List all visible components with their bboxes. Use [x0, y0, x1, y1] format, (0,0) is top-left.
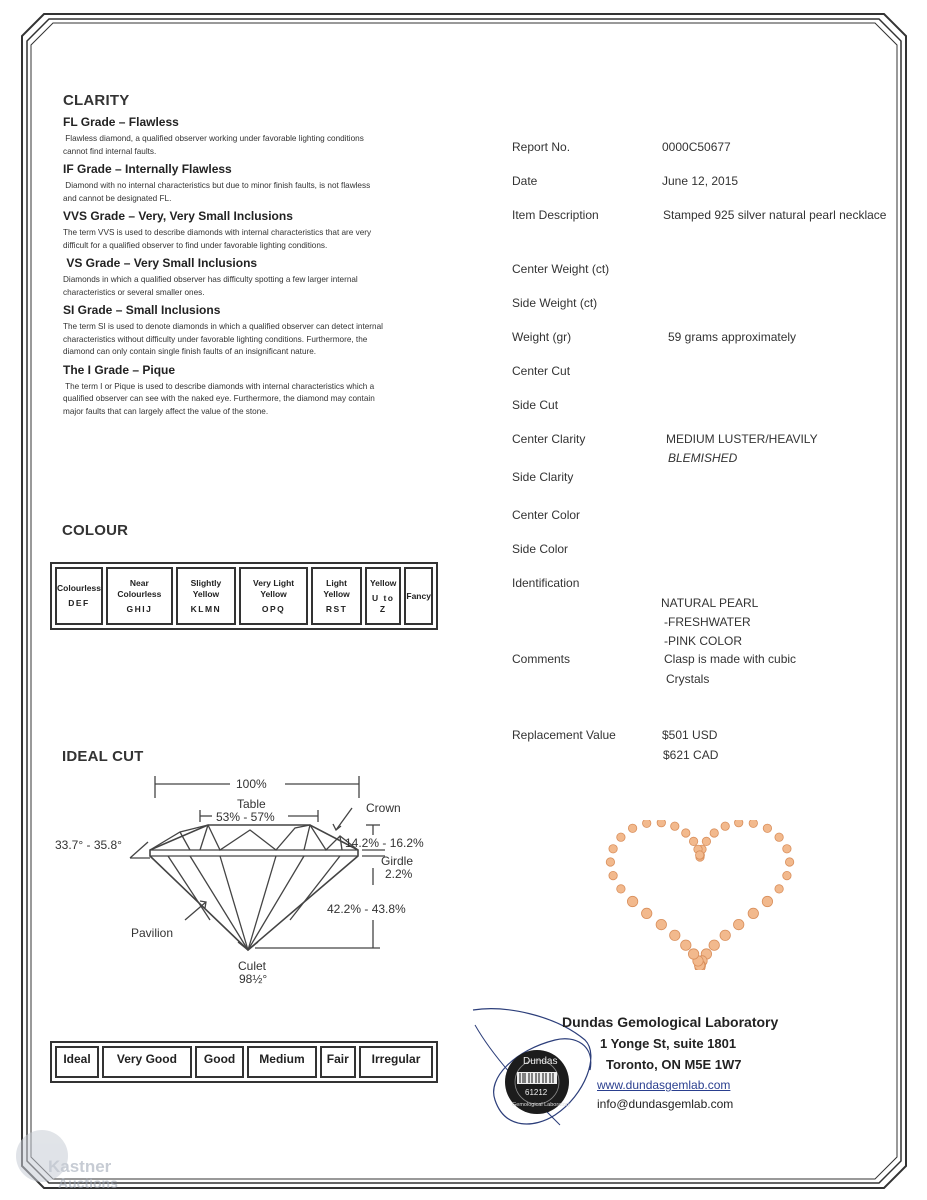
- clarity-grade-description-line: The term VVS is used to describe diamonds with internal characteristics that are very: [63, 228, 372, 237]
- report-field-label: Date: [512, 174, 538, 188]
- pearl-bead: [688, 949, 698, 959]
- report-field-label: Replacement Value: [512, 728, 616, 742]
- pearl-bead: [702, 837, 710, 845]
- report-field-label: Side Color: [512, 542, 569, 556]
- diagram-width-label: 100%: [236, 777, 267, 791]
- report-field-label: Comments: [512, 652, 571, 666]
- colour-grade-name: Fancy: [406, 590, 431, 601]
- report-field-value: 59 grams approximately: [668, 330, 797, 344]
- lab-address-1: 1 Yonge St, suite 1801: [600, 1036, 737, 1051]
- colour-grade-code: RST: [325, 603, 348, 614]
- lab-email: info@dundasgemlab.com: [597, 1097, 734, 1111]
- pearl-bead: [689, 837, 697, 845]
- clarity-grade-description-line: Diamonds in which a qualified observer has difficulty spotting a few larger internal: [63, 275, 358, 284]
- colour-grade-name: Light Yellow: [323, 577, 350, 599]
- clarity-grade-description-line: Diamond with no internal characteristics but due to minor finish faults, is not flawless: [63, 181, 371, 190]
- report-field-value: Clasp is made with cubic: [664, 652, 797, 666]
- report-field-label: Center Clarity: [512, 432, 586, 446]
- seal-top-text: Dundas: [523, 1056, 558, 1067]
- auction-watermark: [12, 1108, 152, 1198]
- colour-grade-cell: [365, 567, 401, 625]
- lab-address-2: Toronto, ON M5E 1W7: [606, 1057, 742, 1072]
- pearl-bead: [762, 896, 772, 906]
- diagram-table-label: Table: [237, 797, 266, 811]
- diagram-crown-angle: 33.7° - 35.8°: [55, 838, 122, 852]
- pearl-bead: [642, 908, 652, 918]
- clarity-grade-description-line: The term SI is used to denote diamonds in which a qualified observer can detect internal: [63, 322, 383, 331]
- diagram-culet-value: 98½°: [239, 972, 268, 986]
- pearl-bead: [720, 930, 730, 940]
- clarity-grade-description-line: characteristics without difficulty under favorable lighting conditions. Furthermore, the: [63, 334, 368, 344]
- clarity-grade-description-line: and cannot be designated FL.: [63, 193, 172, 203]
- report-field-label: Center Cut: [512, 364, 571, 378]
- report-field-label: Side Clarity: [512, 470, 574, 484]
- pearl-bead: [785, 858, 793, 866]
- pearl-bead: [643, 820, 651, 828]
- pearl-bead: [749, 820, 757, 828]
- diagram-girdle-value: 2.2%: [385, 867, 413, 881]
- clarity-grade-title: SI Grade – Small Inclusions: [63, 303, 221, 317]
- colour-grade-code: DEF: [68, 598, 90, 608]
- clarity-grade-description-line: cannot find internal faults.: [63, 146, 157, 156]
- cut-grade-cell: Fair: [320, 1046, 356, 1078]
- report-field-value: MEDIUM LUSTER/HEAVILY: [666, 432, 818, 446]
- clarity-grade-description-line: qualified observer can see with the naked eye. Furthermore, the diamond may contain: [63, 394, 375, 403]
- pearl-bead: [735, 820, 743, 827]
- identification-line-1: NATURAL PEARL: [661, 596, 759, 610]
- lab-name: Dundas Gemological Laboratory: [562, 1014, 779, 1030]
- clarity-grade-description-line: characteristics or several smaller ones.: [63, 287, 205, 297]
- clarity-grade-description-line: difficult for a qualified observer to find under favorable lighting conditions.: [63, 240, 328, 250]
- clarity-grade-title: FL Grade – Flawless: [63, 115, 179, 129]
- ideal-cut-heading: IDEAL CUT: [62, 748, 144, 765]
- report-field-label: Center Color: [512, 508, 581, 522]
- colour-grade-cell: [404, 567, 433, 625]
- ideal-cut-diagram: [40, 770, 460, 990]
- report-field-label: Center Weight (ct): [512, 262, 610, 276]
- diagram-pavilion-depth: 42.2% - 43.8%: [327, 902, 406, 916]
- seal-number: 61212: [525, 1088, 548, 1097]
- cut-grade-table: [50, 1041, 438, 1083]
- report-field-value: $501 USD: [662, 728, 718, 742]
- pearl-bead: [617, 885, 625, 893]
- pearl-bead: [628, 824, 636, 832]
- clarity-grade-description-line: major faults that can largely affect the value of the stone.: [63, 406, 269, 416]
- pearl-bead: [609, 871, 617, 879]
- pearl-bead: [670, 930, 680, 940]
- pearl-bead: [710, 829, 718, 837]
- pearl-necklace-photo: [600, 820, 800, 970]
- pearl-bead: [734, 919, 744, 929]
- colour-scale-table: [50, 562, 438, 630]
- report-field-label: Weight (gr): [512, 330, 572, 344]
- pearl-bead: [783, 845, 791, 853]
- report-field-label: Report No.: [512, 140, 571, 154]
- report-field-value: 0000C50677: [662, 140, 731, 154]
- watermark-line-2: Auctions: [58, 1175, 118, 1191]
- colour-grade-code: U to Z: [371, 592, 395, 614]
- pearl-bead: [748, 908, 758, 918]
- pearl-bead: [783, 871, 791, 879]
- report-field-value: Stamped 925 silver natural pearl necklace: [663, 208, 887, 222]
- colour-grade-code: KLMN: [190, 603, 222, 614]
- clarity-grade-title: VS Grade – Very Small Inclusions: [63, 256, 258, 270]
- seal-bottom-text: Gemological Laboratory: [512, 1102, 571, 1108]
- pearl-bead: [627, 896, 637, 906]
- identification-line-2: -FRESHWATER: [664, 615, 751, 629]
- clarity-heading: CLARITY: [63, 92, 130, 109]
- pearl-bead: [775, 885, 783, 893]
- diagram-culet-label: Culet: [238, 959, 267, 973]
- colour-grade-name: Near Colourless: [117, 577, 162, 599]
- pearl-bead: [682, 829, 690, 837]
- report-field-label: Item Description: [512, 208, 599, 222]
- colour-grade-name: Very Light Yellow: [253, 577, 295, 599]
- comments-line2: Crystals: [666, 672, 710, 686]
- pearl-bead: [606, 858, 614, 866]
- pearl-bead: [696, 851, 704, 859]
- cut-grade-cell: Irregular: [359, 1046, 433, 1078]
- colour-heading: COLOUR: [62, 522, 129, 539]
- lab-website-link[interactable]: www.dundasgemlab.com: [597, 1078, 731, 1092]
- pearl-bead: [775, 833, 783, 841]
- report-field-label: Side Cut: [512, 398, 559, 412]
- colour-grade-cell: [239, 567, 308, 625]
- watermark-line-1: Kastner: [48, 1157, 112, 1176]
- pearl-bead: [656, 919, 666, 929]
- center-clarity-line2: BLEMISHED: [668, 451, 738, 465]
- colour-grade-cell: [311, 567, 362, 625]
- clarity-grade-title: VVS Grade – Very, Very Small Inclusions: [63, 209, 293, 223]
- colour-grade-code: OPQ: [261, 603, 286, 614]
- replacement-value-cad: $621 CAD: [663, 748, 719, 762]
- pearl-bead: [721, 822, 729, 830]
- colour-grade-name: Slightly Yellow: [190, 577, 222, 599]
- pearl-bead: [671, 822, 679, 830]
- colour-grade-code: GHIJ: [126, 603, 153, 614]
- colour-grade-cell: [55, 567, 103, 625]
- colour-grade-cell: [106, 567, 173, 625]
- pearl-bead: [681, 940, 691, 950]
- cut-grade-cell: Good: [195, 1046, 245, 1078]
- pearl-bead: [763, 824, 771, 832]
- pearl-bead: [609, 845, 617, 853]
- colour-grade-name: Colourless: [57, 583, 101, 593]
- report-field-label: Identification: [512, 576, 580, 590]
- clarity-grade-title: The I Grade – Pique: [63, 362, 176, 377]
- diagram-crown-height: 14.2% - 16.2%: [345, 836, 424, 850]
- cut-grade-cell: Very Good: [102, 1046, 192, 1078]
- pearl-bead: [709, 940, 719, 950]
- diagram-girdle-label: Girdle: [381, 854, 414, 868]
- colour-grade-cell: [176, 567, 236, 625]
- cut-grade-cell: Ideal: [55, 1046, 99, 1078]
- diagram-table-range: 53% - 57%: [216, 810, 275, 824]
- report-field-label: Side Weight (ct): [512, 296, 598, 310]
- diagram-pavilion-label: Pavilion: [131, 926, 174, 940]
- identification-line-3: -PINK COLOR: [664, 634, 743, 648]
- report-field-value: June 12, 2015: [662, 174, 739, 188]
- clarity-grade-description-line: diamond can only contain single finish faults of an insignificant nature.: [63, 347, 317, 356]
- pearl-bead: [657, 820, 665, 827]
- cut-grade-cell: Medium: [247, 1046, 316, 1078]
- pearl-bead: [617, 833, 625, 841]
- colour-grade-name: Yellow: [369, 577, 397, 588]
- clarity-grade-description-line: The term I or Pique is used to describe diamonds with internal characteristics which a: [63, 381, 375, 391]
- clarity-grade-description-line: Flawless diamond, a qualified observer working under favorable lighting conditions: [63, 134, 364, 143]
- diagram-crown-label: Crown: [366, 801, 401, 815]
- clarity-grade-title: IF Grade – Internally Flawless: [63, 162, 232, 176]
